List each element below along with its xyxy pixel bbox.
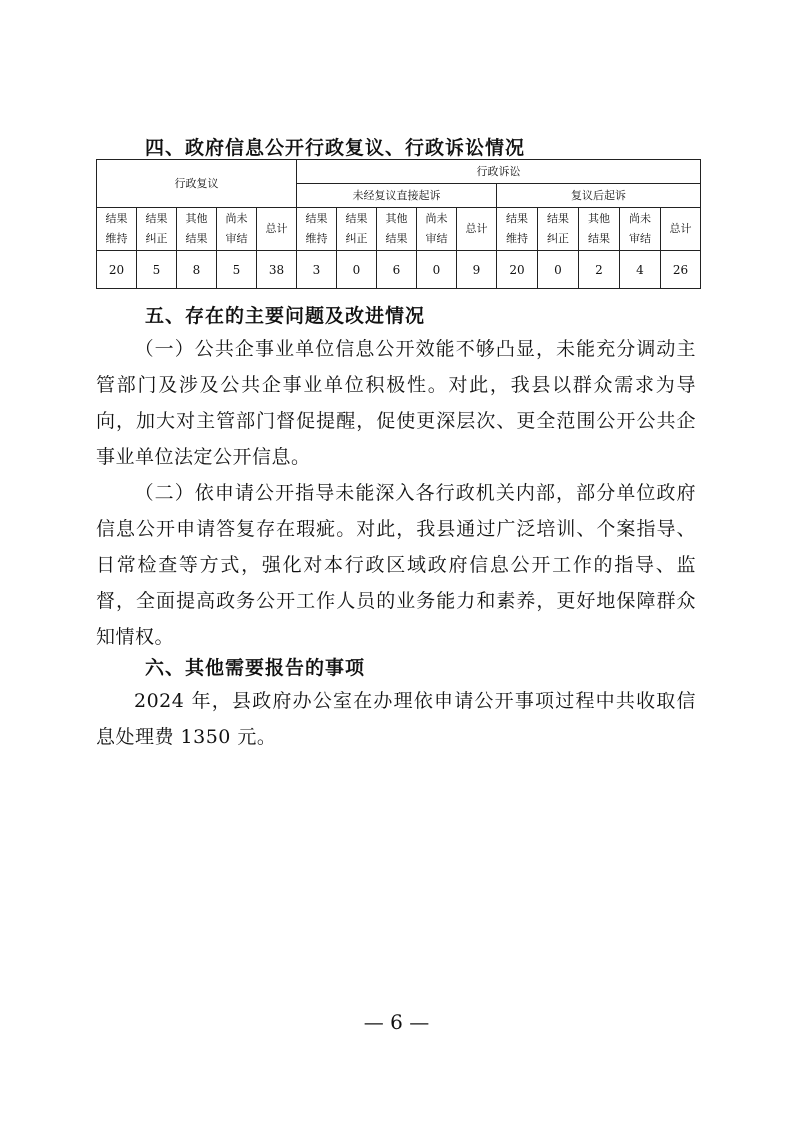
table-cell: 38: [257, 251, 297, 289]
table-cell: 9: [457, 251, 497, 289]
section-heading-5: 五、存在的主要问题及改进情况: [145, 305, 426, 327]
table-cell: 0: [337, 251, 377, 289]
review-litigation-table: [96, 159, 701, 289]
table-cell: 0: [417, 251, 457, 289]
paragraph-issue-1: [96, 331, 696, 475]
column-header: 其他结果: [579, 208, 620, 251]
table-cell: 2: [579, 251, 620, 289]
subgroup-header-after-review: 复议后起诉: [497, 184, 701, 208]
group-header-review: 行政复议: [97, 160, 297, 208]
column-header: 其他结果: [177, 208, 217, 251]
section-heading-4: 四、政府信息公开行政复议、行政诉讼情况: [145, 137, 526, 159]
column-header: 结果纠正: [337, 208, 377, 251]
section-heading-6: 六、其他需要报告的事项: [145, 657, 366, 679]
column-header: 总计: [457, 208, 497, 251]
column-header: 结果纠正: [538, 208, 579, 251]
column-header: 结果维持: [497, 208, 538, 251]
subgroup-header-direct: 未经复议直接起诉: [297, 184, 497, 208]
column-header: 总计: [257, 208, 297, 251]
column-header: 结果维持: [97, 208, 137, 251]
table-cell: 0: [538, 251, 579, 289]
column-header: 尚未审结: [620, 208, 661, 251]
table-cell: 20: [97, 251, 137, 289]
table-cell: 5: [217, 251, 257, 289]
column-header: 尚未审结: [217, 208, 257, 251]
paragraph-text: （一）公共企事业单位信息公开效能不够凸显，未能充分调动主管部门及涉及公共企事业单位积极性。对此，我县以群众需求为导向，加大对主管部门督促提醒，促使更深层次、更全范围公开公共企事业单位法定公开信息。: [96, 338, 696, 468]
paragraph-text: （二）依申请公开指导未能深入各行政机关内部，部分单位政府信息公开申请答复存在瑕疵。对此，我县通过广泛培训、个案指导、日常检查等方式，强化对本行政区域政府信息公开工作的指导、监督，全面提高政务公开工作人员的业务能力和素养，更好地保障群众知情权。: [96, 482, 696, 648]
paragraph-fee-report: [96, 683, 696, 755]
table-cell: 3: [297, 251, 337, 289]
column-header: 总计: [661, 208, 701, 251]
paragraph-text: 2024 年，县政府办公室在办理依申请公开事项过程中共收取信息处理费 1350 元。: [96, 690, 696, 748]
column-header: 尚未审结: [417, 208, 457, 251]
table-cell: 5: [137, 251, 177, 289]
column-header: 其他结果: [377, 208, 417, 251]
table-cell: 20: [497, 251, 538, 289]
group-header-litigation: 行政诉讼: [297, 160, 701, 184]
column-header: 结果纠正: [137, 208, 177, 251]
table-cell: 6: [377, 251, 417, 289]
paragraph-issue-2: [96, 475, 696, 655]
column-header: 结果维持: [297, 208, 337, 251]
table-cell: 4: [620, 251, 661, 289]
page-number: — 6 —: [363, 1010, 430, 1034]
table-cell: 26: [661, 251, 701, 289]
table-cell: 8: [177, 251, 217, 289]
